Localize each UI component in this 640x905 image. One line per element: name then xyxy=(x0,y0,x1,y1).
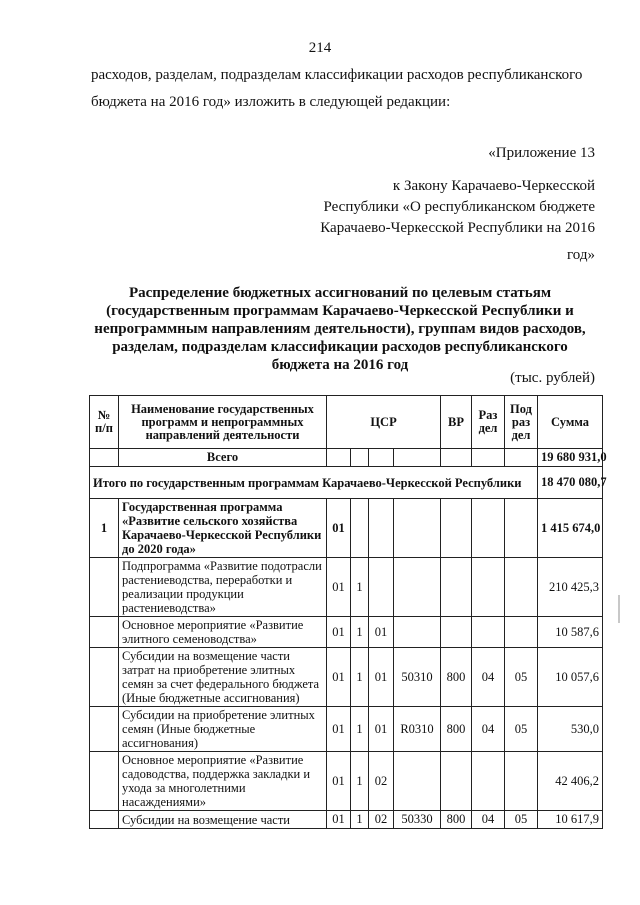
cell-num xyxy=(90,811,119,829)
cell-sum: 42 406,2 xyxy=(538,752,603,811)
cell-sum: 10 587,6 xyxy=(538,617,603,648)
cell-csr-direction xyxy=(394,752,441,811)
cell-num xyxy=(90,617,119,648)
cell-podrazdel xyxy=(505,752,538,811)
annex-header xyxy=(295,143,595,266)
cell-csr-subprogram: 1 xyxy=(351,752,369,811)
units-label: (тыс. рублей) xyxy=(510,370,595,386)
cell-csr-activity: 02 xyxy=(369,811,394,829)
cell-csr-direction: 50310 xyxy=(394,648,441,707)
header-podrazdel: Под раз дел xyxy=(505,396,538,449)
cell-csr-subprogram xyxy=(351,499,369,558)
cell-csr-program: 01 xyxy=(327,499,351,558)
intro-line-1: расходов, разделам, подразделам классификации расходов республиканского xyxy=(91,67,583,83)
cell-num xyxy=(90,752,119,811)
cell-name: Субсидии на возмещение части xyxy=(119,811,327,829)
cell-num: 1 xyxy=(90,499,119,558)
cell-name: Субсидии на возмещение части затрат на приобретение элитных семян за счет федерального бюджета (Иные бюджетные ассигнования) xyxy=(119,648,327,707)
cell-csr-direction xyxy=(394,617,441,648)
cell-vr xyxy=(441,617,472,648)
header-num: № п/п xyxy=(90,396,119,449)
annex-line-1: «Приложение 13 xyxy=(488,145,595,161)
cell-razdel: 04 xyxy=(472,707,505,752)
cell-vr: 800 xyxy=(441,811,472,829)
cell-csr-direction xyxy=(394,499,441,558)
state-programs-total-sum: 18 470 080,7 xyxy=(538,467,603,499)
cell-csr-direction: 50330 xyxy=(394,811,441,829)
cell-sum: 10 617,9 xyxy=(538,811,603,829)
document-title xyxy=(80,284,600,374)
header-vr: ВР xyxy=(441,396,472,449)
cell-razdel xyxy=(472,499,505,558)
cell-csr-program: 01 xyxy=(327,707,351,752)
cell-csr-activity: 01 xyxy=(369,707,394,752)
cell-csr-activity: 01 xyxy=(369,617,394,648)
cell-csr-program: 01 xyxy=(327,617,351,648)
cell-num xyxy=(90,707,119,752)
header-razdel: Раз дел xyxy=(472,396,505,449)
cell-podrazdel: 05 xyxy=(505,707,538,752)
table-row xyxy=(90,499,603,558)
cell-csr-activity xyxy=(369,499,394,558)
cell-podrazdel xyxy=(505,499,538,558)
cell-razdel xyxy=(472,558,505,617)
annex-line-2: к Закону Карачаево-Черкесской xyxy=(392,178,595,194)
table-header-row xyxy=(90,396,603,449)
cell-csr-program: 01 xyxy=(327,752,351,811)
scan-artifact xyxy=(618,595,620,623)
title-line-4: разделам, подразделам классификации расходов республиканского xyxy=(112,339,568,355)
cell-razdel: 04 xyxy=(472,811,505,829)
header-name: Наименование государственных программ и непрограммных направлений деятельности xyxy=(119,396,327,449)
page-number: 214 xyxy=(308,40,332,56)
total-label: Всего xyxy=(119,449,327,467)
cell-csr-subprogram: 1 xyxy=(351,648,369,707)
cell-razdel xyxy=(472,752,505,811)
header-sum: Сумма xyxy=(538,396,603,449)
cell-csr-direction: R0310 xyxy=(394,707,441,752)
cell-num xyxy=(90,558,119,617)
cell-name: Основное мероприятие «Развитие садоводства, поддержка закладки и ухода за многолетними насаждениями» xyxy=(119,752,327,811)
cell-vr: 800 xyxy=(441,707,472,752)
cell-sum: 10 057,6 xyxy=(538,648,603,707)
cell-csr-program: 01 xyxy=(327,811,351,829)
budget-table xyxy=(89,395,607,829)
header-csr: ЦСР xyxy=(327,396,441,449)
cell-razdel: 04 xyxy=(472,648,505,707)
cell-podrazdel xyxy=(505,617,538,648)
table-row xyxy=(90,558,603,617)
cell-csr-program: 01 xyxy=(327,558,351,617)
table-row xyxy=(90,752,603,811)
intro-paragraph xyxy=(91,62,601,116)
annex-line-3: Республики «О республиканском бюджете xyxy=(323,199,595,215)
cell-csr-subprogram: 1 xyxy=(351,558,369,617)
cell-name: Субсидии на приобретение элитных семян (Иные бюджетные ассигнования) xyxy=(119,707,327,752)
cell-name: Основное мероприятие «Развитие элитного семеноводства» xyxy=(119,617,327,648)
cell-razdel xyxy=(472,617,505,648)
title-line-2: (государственным программам Карачаево-Черкесской Республики и xyxy=(106,303,574,319)
cell-csr-subprogram: 1 xyxy=(351,811,369,829)
title-line-5: бюджета на 2016 год xyxy=(271,357,409,373)
cell-vr: 800 xyxy=(441,648,472,707)
cell-vr xyxy=(441,752,472,811)
cell-name: Государственная программа «Развитие сельского хозяйства Карачаево-Черкесской Республики до 2020 года» xyxy=(119,499,327,558)
cell-csr-subprogram: 1 xyxy=(351,617,369,648)
cell-vr xyxy=(441,558,472,617)
table-row xyxy=(90,617,603,648)
cell-num xyxy=(90,648,119,707)
cell-sum: 1 415 674,0 xyxy=(538,499,603,558)
cell-podrazdel xyxy=(505,558,538,617)
total-sum: 19 680 931,0 xyxy=(538,449,603,467)
cell-csr-activity: 02 xyxy=(369,752,394,811)
table-row xyxy=(90,648,603,707)
table-row xyxy=(90,707,603,752)
table-row xyxy=(90,811,603,829)
cell-csr-activity xyxy=(369,558,394,617)
cell-csr-program: 01 xyxy=(327,648,351,707)
annex-line-5: год» xyxy=(567,247,595,263)
title-line-1: Распределение бюджетных ассигнований по целевым статьям xyxy=(128,285,552,301)
cell-csr-subprogram: 1 xyxy=(351,707,369,752)
intro-line-2: бюджета на 2016 год» изложить в следующей редакции: xyxy=(91,94,451,110)
total-row xyxy=(90,449,603,467)
cell-sum: 210 425,3 xyxy=(538,558,603,617)
title-line-3: непрограммным направлениям деятельности), группам видов расходов, xyxy=(94,321,586,337)
cell-sum: 530,0 xyxy=(538,707,603,752)
state-programs-total-label: Итого по государственным программам Карачаево-Черкесской Республики xyxy=(90,467,538,499)
annex-line-4: Карачаево-Черкесской Республики на 2016 xyxy=(320,220,595,236)
cell-podrazdel: 05 xyxy=(505,648,538,707)
cell-podrazdel: 05 xyxy=(505,811,538,829)
state-programs-total-row xyxy=(90,467,603,499)
cell-name: Подпрограмма «Развитие подотрасли растениеводства, переработки и реализации продукции растениеводства» xyxy=(119,558,327,617)
cell-csr-activity: 01 xyxy=(369,648,394,707)
cell-vr xyxy=(441,499,472,558)
cell-csr-direction xyxy=(394,558,441,617)
